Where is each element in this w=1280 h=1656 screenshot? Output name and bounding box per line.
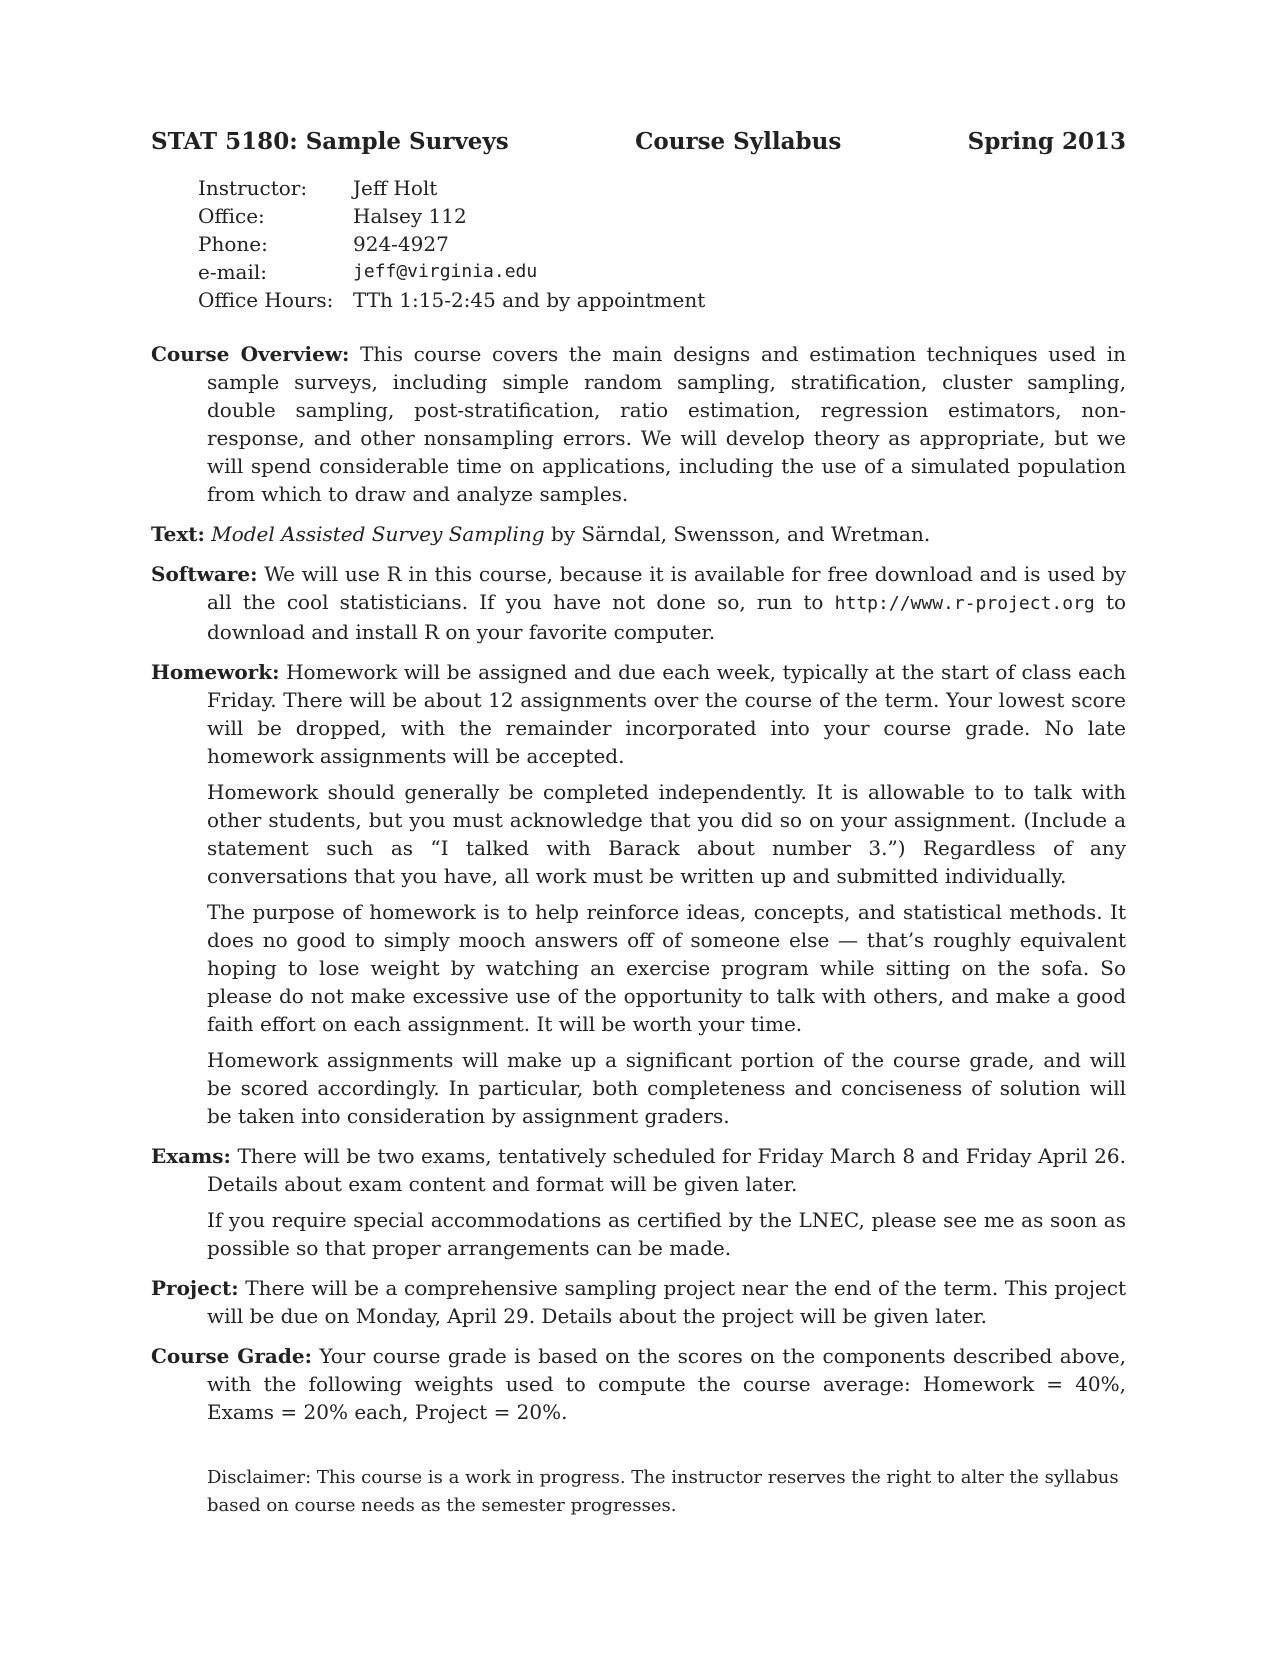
section-text: Homework will be assigned and due each week, typically at the start of class each Friday. There will be about 12 assignments over the course of the term. Your lowest score will be dropped, with the remainder incorporated into your course grade. No late homework assignments will be accepted. bbox=[207, 660, 1127, 768]
contact-label: Office: bbox=[198, 204, 265, 228]
contact-info bbox=[198, 174, 1126, 314]
contact-label: e-mail: bbox=[198, 260, 268, 284]
section-heading: Software: bbox=[151, 562, 258, 586]
disclaimer: Disclaimer: This course is a work in progress. The instructor reserves the right to alter the syllabus based on course needs as the semester progresses. bbox=[207, 1467, 1119, 1516]
homework-paragraph: The purpose of homework is to help reinforce ideas, concepts, and statistical methods. It does no good to simply mooch answers off of someone else — that’s roughly equivalent hoping to lose weight by watching an exercise program while sitting on the sofa. So please do not make excessive use of the opportunity to talk with others, and make a good faith effort on each assignment. It will be worth your time. bbox=[207, 900, 1126, 1036]
section-project bbox=[151, 1274, 1126, 1330]
section-software bbox=[151, 560, 1126, 646]
section-text: This course covers the main designs and estimation techniques used in sample surveys, including simple random sampling, stratification, cluster sampling, double sampling, post-stratification, ratio estimation, regression estimators, non-response, and other nonsampling errors. We will develop theory as appropriate, but we will spend considerable time on applications, including the use of a simulated population from which to draw and analyze samples. bbox=[207, 342, 1126, 506]
section-text: There will be two exams, tentatively scheduled for Friday March 8 and Friday April 26. Details about exam content and format will be given later. bbox=[207, 1144, 1126, 1196]
exams-paragraph: If you require special accommodations as certified by the LNEC, please see me as soon as possible so that proper arrangements can be made. bbox=[207, 1208, 1126, 1260]
syllabus-page bbox=[151, 128, 1126, 1520]
section-text-book bbox=[151, 520, 1126, 548]
section-exams bbox=[151, 1142, 1126, 1262]
section-heading: Course Grade: bbox=[151, 1344, 312, 1368]
office-hours: TTh 1:15-2:45 and by appointment bbox=[353, 288, 706, 312]
header bbox=[151, 128, 1126, 162]
email-address[interactable]: jeff@virginia.edu bbox=[353, 261, 538, 282]
section-text: We will use R in this course, because it is available for free download and is used by all the cool statisticians. If you have not done so, run to bbox=[207, 562, 1127, 614]
section-heading: Exams: bbox=[151, 1144, 231, 1168]
section-heading: Text: bbox=[151, 522, 205, 546]
homework-paragraph: Homework assignments will make up a significant portion of the course grade, and will be scored accordingly. In particular, both completeness and conciseness of solution will be taken into consideration by assignment graders. bbox=[207, 1048, 1126, 1128]
section-heading: Project: bbox=[151, 1276, 239, 1300]
book-authors: by Särndal, Swensson, and Wretman. bbox=[550, 522, 931, 546]
office-location: Halsey 112 bbox=[353, 204, 467, 228]
contact-label: Office Hours: bbox=[198, 288, 334, 312]
section-course-grade bbox=[151, 1342, 1126, 1426]
section-text: to download and install R on your favorite computer. bbox=[207, 590, 1127, 644]
term: Spring 2013 bbox=[967, 128, 1126, 155]
section-heading: Course Overview: bbox=[151, 342, 350, 366]
section-heading: Homework: bbox=[151, 660, 280, 684]
r-project-link[interactable]: http://www.r-project.org bbox=[834, 593, 1095, 614]
document-title: Course Syllabus bbox=[635, 128, 842, 155]
book-title: Model Assisted Survey Sampling bbox=[211, 522, 545, 546]
section-overview bbox=[151, 340, 1126, 508]
homework-paragraph: Homework should generally be completed independently. It is allowable to to talk with other students, but you must acknowledge that you did so on your assignment. (Include a statement such as “I talked with Barack about number 3.”) Regardless of any conversations that you have, all work must be written up and submitted individually. bbox=[207, 780, 1126, 888]
contact-label: Instructor: bbox=[198, 176, 308, 200]
section-homework bbox=[151, 658, 1126, 1130]
phone-number: 924-4927 bbox=[353, 232, 449, 256]
course-title: STAT 5180: Sample Surveys bbox=[151, 128, 509, 155]
instructor-name: Jeff Holt bbox=[353, 176, 438, 200]
contact-label: Phone: bbox=[198, 232, 268, 256]
section-text: Your course grade is based on the scores on the components described above, with the following weights used to compute the course average: Homework = 40%, Exams = 20% each, Project = 20%. bbox=[207, 1344, 1126, 1424]
section-text: There will be a comprehensive sampling project near the end of the term. This project will be due on Monday, April 29. Details about the project will be given later. bbox=[207, 1276, 1126, 1328]
